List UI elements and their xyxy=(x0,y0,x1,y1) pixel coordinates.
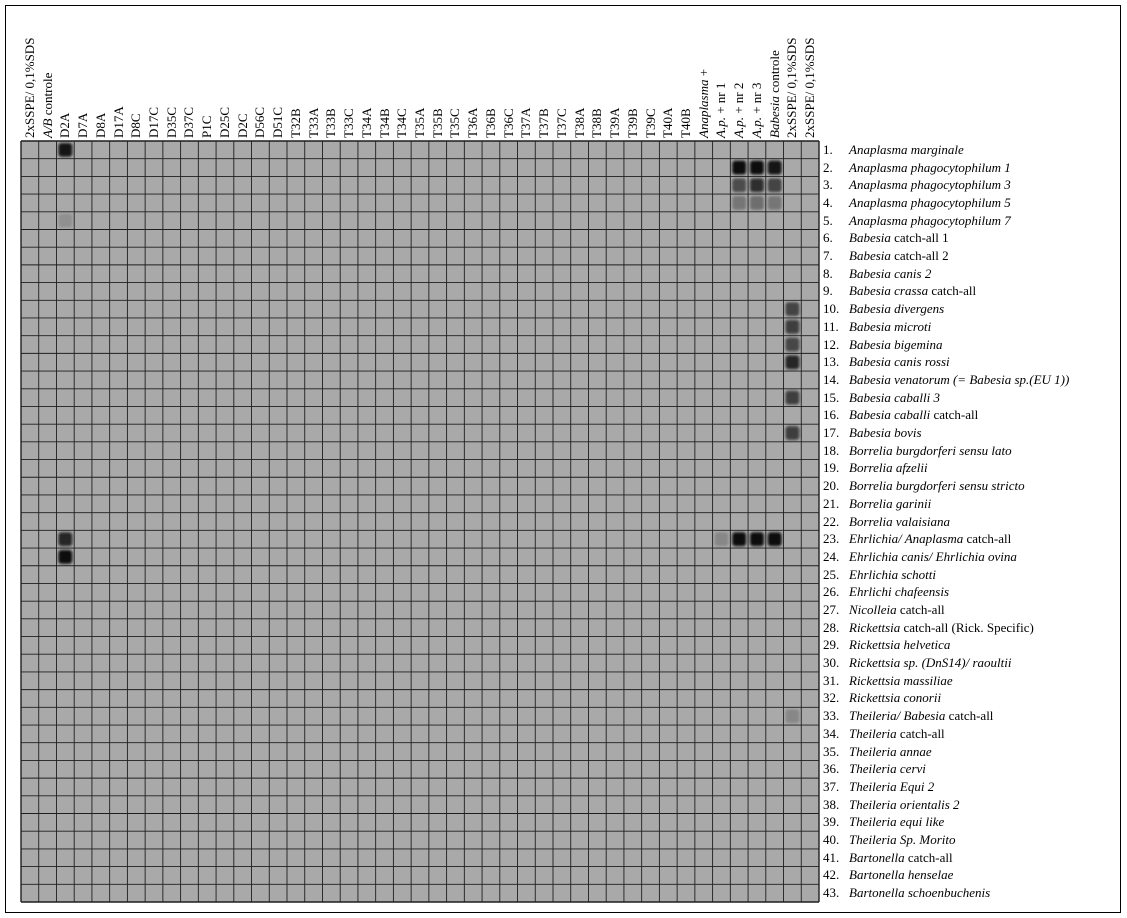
hybridization-spot xyxy=(785,426,799,440)
column-label: T38A xyxy=(571,107,587,138)
hybridization-spot xyxy=(785,355,799,369)
probe-label: 20. Borrelia burgdorferi sensu stricto xyxy=(823,478,1025,494)
probe-label: 23. Ehrlichia/ Anaplasma catch-all xyxy=(823,531,1012,547)
probe-label: 22. Borrelia valaisiana xyxy=(823,513,950,529)
hybridization-spot xyxy=(750,532,764,546)
probe-label: 8. Babesia canis 2 xyxy=(823,265,932,281)
column-label: T32B xyxy=(287,108,303,138)
probe-label: 13. Babesia canis rossi xyxy=(823,354,950,370)
column-label: T37B xyxy=(536,108,552,138)
probe-label: 29. Rickettsia helvetica xyxy=(823,637,951,653)
probe-label: 17. Babesia bovis xyxy=(823,425,922,440)
probe-label: 11. Babesia microti xyxy=(823,318,932,334)
probe-label: 33. Theileria/ Babesia catch-all xyxy=(823,708,994,724)
probe-label: 7. Babesia catch-all 2 xyxy=(823,248,949,264)
hybridization-spot xyxy=(785,709,799,723)
column-label: D7A xyxy=(75,112,91,138)
column-label: T39A xyxy=(607,107,623,138)
column-label: T34C xyxy=(394,108,410,138)
column-label: 2xSSPE/ 0,1%SDS xyxy=(21,37,37,138)
probe-label: 26. Ehrlichi chafeensis xyxy=(823,584,950,600)
column-label: T36A xyxy=(465,107,481,138)
probe-label: 32. Rickettsia conorii xyxy=(823,690,942,706)
hybridization-spot xyxy=(785,338,799,352)
column-label: T34B xyxy=(376,108,392,138)
column-label: T33A xyxy=(305,107,321,138)
hybridization-spot xyxy=(785,302,799,316)
column-label: D8C xyxy=(128,113,144,138)
column-label: Anaplasma + xyxy=(695,68,711,138)
hybridization-spot xyxy=(750,178,764,192)
column-label: T40A xyxy=(660,107,676,138)
column-label: A.p. + nr 1 xyxy=(713,82,729,138)
hybridization-spot xyxy=(58,214,72,228)
column-label: D2A xyxy=(57,112,73,138)
column-label: T37C xyxy=(553,108,569,138)
column-label: D25C xyxy=(216,106,232,138)
column-label: D56C xyxy=(252,106,268,138)
probe-label: 10. Babesia divergens xyxy=(823,301,945,317)
probe-label: 14. Babesia venatorum (= Babesia sp.(EU 1)) xyxy=(823,371,1070,387)
hybridization-spot xyxy=(768,196,782,210)
probe-label: 36. Theileria cervi xyxy=(823,761,926,777)
probe-label: 39. Theileria equi like xyxy=(823,814,945,830)
column-label: P1C xyxy=(199,115,215,138)
probe-label: 43. Bartonella schoenbuchenis xyxy=(823,885,991,901)
hybridization-spot xyxy=(715,532,729,546)
column-label: D17A xyxy=(110,106,126,138)
column-label: T33B xyxy=(323,108,339,138)
column-label: T40B xyxy=(678,108,693,138)
probe-label: 12. Babesia bigemina xyxy=(823,336,943,352)
hybridization-spot xyxy=(732,178,746,192)
column-label: Babesia controle xyxy=(766,50,782,138)
probe-label: 31. Rickettsia massiliae xyxy=(823,672,953,688)
hybridization-spot xyxy=(750,161,764,175)
hybridization-spot xyxy=(750,196,764,210)
column-label: D37C xyxy=(181,106,197,138)
probe-label: 15. Babesia caballi 3 xyxy=(823,389,940,405)
hybridization-spot xyxy=(768,161,782,175)
column-label: T39B xyxy=(624,108,640,138)
hybridization-spot xyxy=(785,391,799,405)
hybridization-spot xyxy=(58,143,72,157)
probe-label: 3. Anaplasma phagocytophilum 3 xyxy=(823,177,1011,193)
hybridization-spot xyxy=(768,178,782,192)
membrane-background xyxy=(21,141,819,902)
probe-label: 27. Nicolleia catch-all xyxy=(823,601,945,617)
column-label: T33C xyxy=(341,108,357,138)
column-label: T35A xyxy=(412,107,427,138)
probe-label: 9. Babesia crassa catch-all xyxy=(823,283,977,299)
probe-label: 24. Ehrlichia canis/ Ehrlichia ovina xyxy=(823,548,1017,564)
probe-label: 30. Rickettsia sp. (DnS14)/ raoultii xyxy=(823,655,1012,671)
probe-label: 41. Bartonella catch-all xyxy=(823,849,953,865)
probe-label: 35. Theileria annae xyxy=(823,743,932,759)
column-label: D8A xyxy=(92,112,108,138)
probe-label: 16. Babesia caballi catch-all xyxy=(823,407,979,423)
column-label: 2xSSPE/ 0,1%SDS xyxy=(802,37,818,138)
column-label: T35C xyxy=(447,108,463,138)
hybridization-spot xyxy=(732,196,746,210)
column-label: D17C xyxy=(146,106,161,138)
hybridization-spot xyxy=(58,532,72,546)
probe-label: 34. Theileria catch-all xyxy=(823,725,945,741)
column-label: T39C xyxy=(642,108,658,138)
column-label: A/B controle xyxy=(39,72,55,138)
hybridization-spot xyxy=(732,532,746,546)
probe-label: 42. Bartonella henselae xyxy=(823,867,954,883)
probe-label: 5. Anaplasma phagocytophilum 7 xyxy=(823,212,1011,228)
column-label: T36C xyxy=(500,108,516,138)
hybridization-spot xyxy=(768,532,782,546)
column-label: 2xSSPE/ 0,1%SDS xyxy=(784,37,800,138)
probe-label: 18. Borrelia burgdorferi sensu lato xyxy=(823,442,1012,458)
probe-label: 25. Ehrlichia schotti xyxy=(823,566,937,582)
probe-label: 37. Theileria Equi 2 xyxy=(823,778,935,794)
hybridization-spot xyxy=(732,161,746,175)
column-label: T37A xyxy=(518,107,534,138)
probe-label: 1. Anaplasma marginale xyxy=(823,141,964,157)
hybridization-spot xyxy=(785,320,799,334)
probe-label: 21. Borrelia garinii xyxy=(823,495,932,511)
column-label: D51C xyxy=(270,106,286,138)
probe-label: 28. Rickettsia catch-all (Rick. Specific) xyxy=(823,619,1034,635)
probe-label: 40. Theileria Sp. Morito xyxy=(823,832,956,848)
hybridization-spot xyxy=(58,550,72,564)
column-label: T35B xyxy=(429,108,445,138)
probe-label: 6. Babesia catch-all 1 xyxy=(823,230,949,246)
column-label: A.p. + nr 2 xyxy=(731,82,747,138)
probe-label: 4. Anaplasma phagocytophilum 5 xyxy=(823,194,1011,210)
probe-label: 2. Anaplasma phagocytophilum 1 xyxy=(823,159,1011,175)
probe-label: 19. Borrelia afzelii xyxy=(823,460,928,476)
column-label: A.p. + nr 3 xyxy=(748,82,764,138)
column-label: T36B xyxy=(482,108,498,138)
column-label: T38B xyxy=(589,108,605,138)
column-label: T34A xyxy=(358,107,374,138)
column-label: D2C xyxy=(234,113,250,138)
column-label: D35C xyxy=(163,106,179,138)
probe-label: 38. Theileria orientalis 2 xyxy=(823,796,960,812)
